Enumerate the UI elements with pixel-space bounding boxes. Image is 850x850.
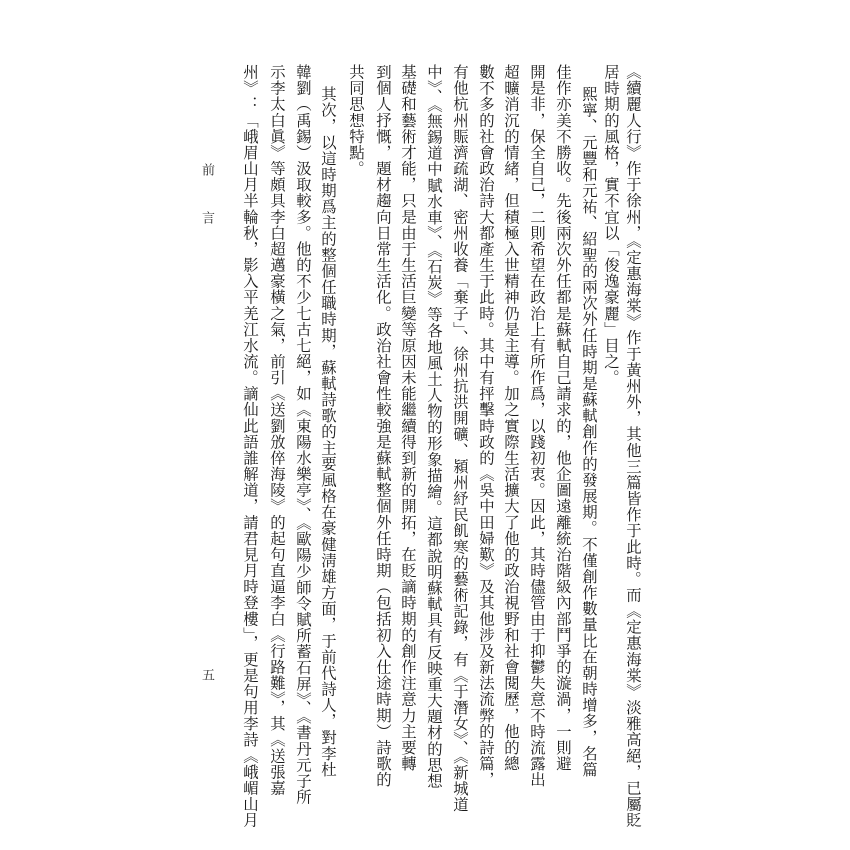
text-column <box>315 0 341 850</box>
text-column <box>237 0 263 850</box>
text-column <box>524 0 550 850</box>
column-text: 數不多的社會政治詩大都產生于此時。其中有抨擊時政的《吳中田婦歎》及其他涉及新法流弊的詩篇， <box>477 64 495 788</box>
column-text: 到個人抒慨，題材趨向日常生活化。政治社會性較強是蘇軾整個外任時期（包括初入仕途時期）詩歌的 <box>374 64 392 788</box>
column-text: 熙寧、元豐和元祐、紹聖的兩次外任時期是蘇軾創作的發展期。不僅創作數量比在朝時增多，名篇 <box>580 86 598 778</box>
column-text: 開是非，保全自己，二則希望在政治上有所作爲，以踐初衷。因此，其時儘管由于抑鬱失意不時流露出 <box>528 64 546 788</box>
column-text: 示李太白眞》等頗具李白超邁豪橫之氣，前引《送劉攽倅海陵》的起句直逼李白《行路難》，其《送張嘉 <box>268 64 286 796</box>
column-text: 超曠消沉的情緒，但積極入世精神仍是主導。加之實際生活擴大了他的政治視野和社會閱歷，他的總 <box>502 64 520 772</box>
column-text: 佳作亦美不勝收。先後兩次外任都是蘇軾自己請求的，他企圖遠離統治階級內部鬥爭的漩渦，一則避 <box>554 64 572 772</box>
text-column <box>576 0 602 850</box>
text-column <box>290 0 316 850</box>
text-column <box>370 0 396 850</box>
column-text: 有他杭州賑濟疏湖、密州收養「棄子」、徐州抗洪開礦、潁州紓民飢寒的藝術記錄，有《于潛女》、《新城道 <box>451 64 469 813</box>
text-column <box>421 0 447 850</box>
column-text: 韓劉（禹錫）汲取較多。他的不少七古七絕，如《東陽水樂亭》、《歐陽少師令賦所蓄石屏》、《書丹元子所 <box>294 64 312 806</box>
text-column <box>473 0 499 850</box>
text-column <box>264 0 290 850</box>
column-text: 州》：「峨眉山月半輪秋，影入平羌江水流。謫仙此語誰解道，請君見月時登樓」，更是句用李詩《峨嵋山月 <box>241 64 259 829</box>
text-column <box>447 0 473 850</box>
text-column <box>395 0 421 850</box>
text-column <box>498 0 524 850</box>
section-title: 前 言 <box>199 163 214 234</box>
column-text: 共同思想特點。 <box>347 64 365 177</box>
text-column <box>343 0 369 850</box>
column-text: 《續麗人行》作于徐州，《定惠海棠》作于黃州外，其他三篇皆作于此時。而《定惠海棠》淡雅高絕，已屬貶 <box>624 64 642 829</box>
column-text: 居時期的風格，實不宜以「俊逸豪麗」目之。 <box>602 64 620 386</box>
column-text: 基礎和藝術才能，只是由于生活巨變等原因未能繼續得到新的開拓，在貶謫時期的創作注意力主要轉 <box>399 64 417 772</box>
column-text: 中》、《無錫道中賦水車》、《石炭》等各地風土人物的形象描繪。這都說明蘇軾具有反映重大題材的思想 <box>425 64 443 789</box>
column-text: 其次，以這時期爲主的整個任職時期，蘇軾詩歌的主要風格在豪健淸雄方面，于前代詩人，對李杜 <box>319 86 337 778</box>
text-column <box>550 0 576 850</box>
page-number: 五 <box>199 668 214 691</box>
